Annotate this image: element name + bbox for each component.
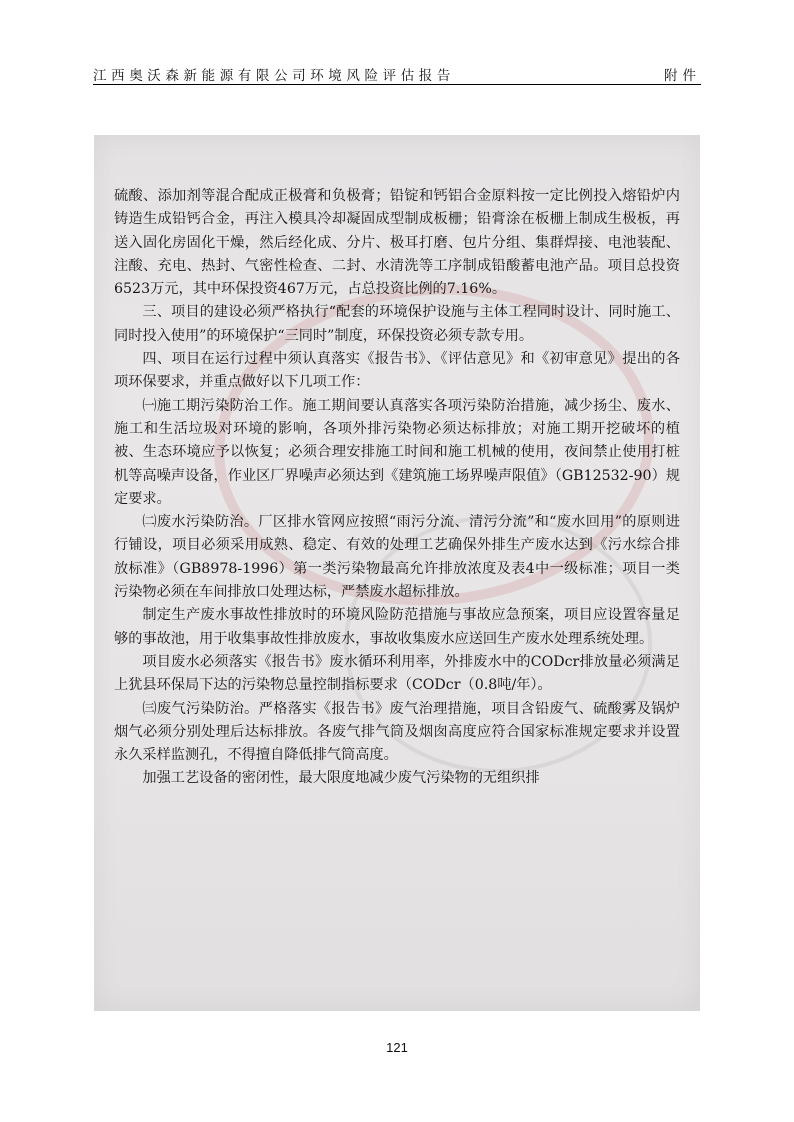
paragraph-exhaust-gas-prevention: ㈢废气污染防治。严格落实《报告书》废气治理措施，项目含铅废气、硫酸雾及锅炉烟气必须分别处理后达标排放。各废气排气筒及烟囱高度应符合国家标准规定要求并设置永久采样监测孔，不得擅自降低排气筒高度。 — [114, 700, 680, 764]
paragraph-process-description: 硫酸、添加剂等混合配成正极膏和负极膏；铅锭和钙铝合金原料按一定比例投入熔铅炉内铸造生成铅钙合金，再注入模具冷却凝固成型制成板栅；铅膏涂在板栅上制成生极板，再送入固化房固化干燥，然后经化成、分片、极耳打磨、包片分组、集群焊接、电池装配、注酸、充电、热封、气密性检查、二封、水清洗等工序制成铅酸蓄电池产品。项目总投资6523万元，其中环保投资467万元，占总投资比例的7.16%。 — [114, 188, 680, 298]
paragraph-cod-limit: 项目废水必须落实《报告书》废水循环利用率，外排废水中的CODcr排放量必须满足上犹县环保局下达的污染物总量控制指标要求（CODcr（0.8吨/年）。 — [114, 653, 680, 694]
header-attachment-label: 附件 — [664, 68, 701, 84]
scanned-document-image — [94, 135, 700, 1011]
header-title: 江西奥沃森新能源有限公司环境风险评估报告 — [93, 68, 455, 84]
paragraph-construction-pollution: ㈠施工期污染防治工作。施工期间要认真落实各项污染防治措施，减少扬尘、废水、施工和生活垃圾对环境的影响，各项外排污染物必须达标排放；对施工期开挖破坏的植被、生态环境应予以恢复；必须合理安排施工时间和施工机械的使用，夜间禁止使用打桩机等高噪声设备，作业区厂界噪声必须达到《建筑施工场界噪声限值》（GB12532-90）规定要求。 — [114, 397, 680, 507]
paragraph-equipment-sealing: 加强工艺设备的密闭性，最大限度地减少废气污染物的无组织排 — [142, 770, 540, 787]
page-number: 121 — [386, 1040, 408, 1055]
page-header — [93, 62, 701, 85]
paragraph-three-simultaneous: 三、项目的建设必须严格执行“配套的环境保护设施与主体工程同时设计、同时施工、同时投入使用”的环境保护“三同时”制度，环保投资必须专款专用。 — [114, 304, 680, 344]
paragraph-emergency-plan: 制定生产废水事故性排放时的环境风险防范措施与事故应急预案，项目应设置容量足够的事故池，用于收集事故性排放废水，事故收集废水应送回生产废水处理系统处理。 — [114, 607, 680, 647]
paragraph-operation-requirements: 四、项目在运行过程中须认真落实《报告书》、《评估意见》和《初审意见》提出的各项环保要求，并重点做好以下几项工作： — [114, 351, 680, 391]
paragraph-wastewater-prevention: ㈡废水污染防治。厂区排水管网应按照“雨污分流、清污分流”和“废水回用”的原则进行铺设，项目必须采用成熟、稳定、有效的处理工艺确保外排生产废水达到《污水综合排放标准》（GB8978-1996）第一类污染物最高允许排放浓度及表4中一级标准；项目一类污染物必须在车间排放口处理达标，严禁废水超标排放。 — [114, 514, 680, 601]
document-body — [114, 185, 680, 791]
